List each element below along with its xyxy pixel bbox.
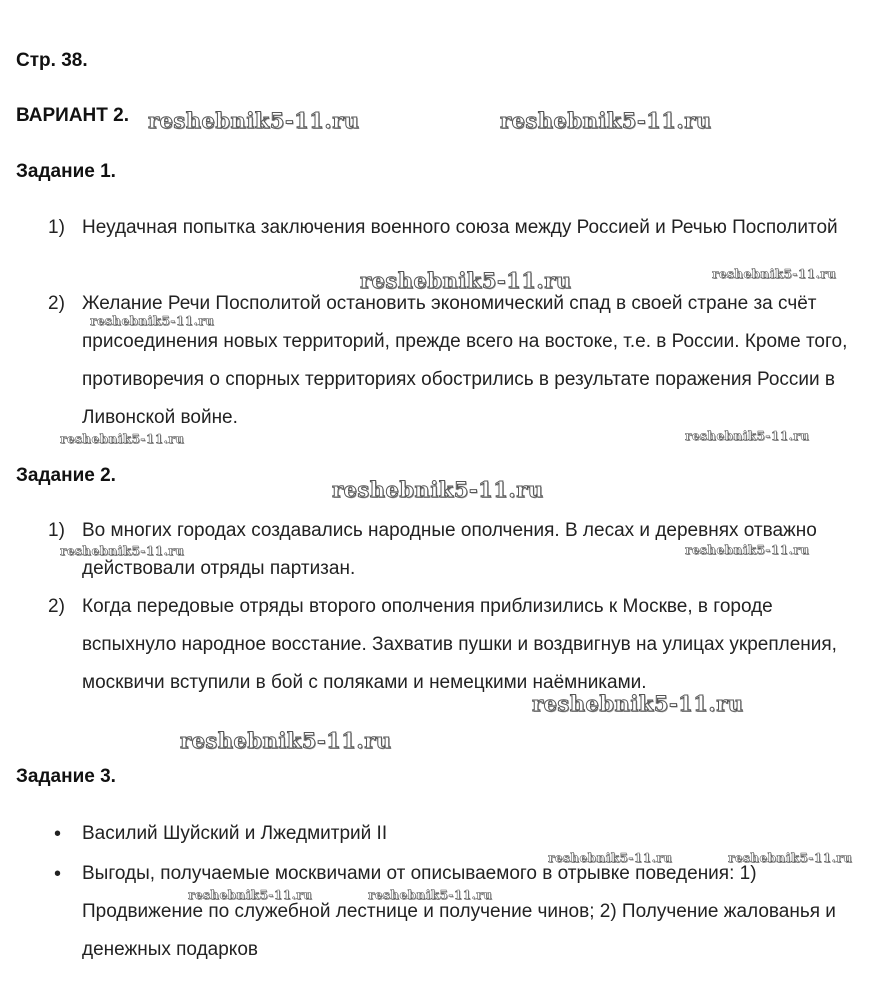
list-item xyxy=(48,588,848,702)
watermark: reshebnik5-11.ru xyxy=(332,477,544,502)
list-item-text: Во многих городах создавались народные ополчения. В лесах и деревнях отважно действовали отряды партизан. xyxy=(82,520,817,579)
list-item-text: Выгоды, получаемые москвичами от описываемого в отрывке поведения: 1) Продвижение по служебной лестнице и получение чинов; 2) Получение жалованья и денежных подарков xyxy=(82,863,836,960)
task-1-heading: Задание 1. xyxy=(16,161,116,182)
watermark: reshebnik5-11.ru xyxy=(685,429,810,443)
list-number: 2) xyxy=(48,293,65,314)
watermark: reshebnik5-11.ru xyxy=(728,851,853,865)
list-item xyxy=(48,815,848,853)
list-item-text: Желание Речи Посполитой остановить экономический спад в своей стране за счёт присоединения новых территорий, прежде всего на востоке, т.е. в России. Кроме того, противоречия о спорных территориях обострились в результате поражения России в Ливонской войне. xyxy=(82,293,848,428)
watermark: reshebnik5-11.ru xyxy=(368,888,493,902)
watermark: reshebnik5-11.ru xyxy=(148,108,360,133)
page-ref: Стр. 38. xyxy=(16,50,88,71)
list-item xyxy=(48,209,848,247)
list-number: 2) xyxy=(48,596,65,617)
list-item xyxy=(48,285,848,437)
watermark: reshebnik5-11.ru xyxy=(548,851,673,865)
watermark: reshebnik5-11.ru xyxy=(90,314,215,328)
watermark: reshebnik5-11.ru xyxy=(60,544,185,558)
watermark: reshebnik5-11.ru xyxy=(532,691,744,716)
list-item-text: Когда передовые отряды второго ополчения приблизились к Москве, в городе вспыхнуло народное восстание. Захватив пушки и воздвигнув на улицах укрепления, москвичи вступили в бой с поляками и немецкими наёмниками. xyxy=(82,596,837,693)
bullet-icon: • xyxy=(54,863,62,885)
list-number: 1) xyxy=(48,520,65,541)
list-item xyxy=(48,855,848,969)
watermark: reshebnik5-11.ru xyxy=(500,108,712,133)
watermark: reshebnik5-11.ru xyxy=(712,267,837,281)
watermark: reshebnik5-11.ru xyxy=(360,268,572,293)
watermark: reshebnik5-11.ru xyxy=(60,432,185,446)
watermark: reshebnik5-11.ru xyxy=(188,888,313,902)
watermark: reshebnik5-11.ru xyxy=(180,728,392,753)
bullet-icon: • xyxy=(54,823,62,845)
list-number: 1) xyxy=(48,217,65,238)
variant-title: ВАРИАНТ 2. xyxy=(16,105,129,126)
task-2-heading: Задание 2. xyxy=(16,465,116,486)
watermark: reshebnik5-11.ru xyxy=(685,543,810,557)
list-item-text: Василий Шуйский и Лжедмитрий II xyxy=(82,823,388,844)
list-item-text: Неудачная попытка заключения военного союза между Россией и Речью Посполитой xyxy=(82,217,838,238)
task-3-heading: Задание 3. xyxy=(16,766,116,787)
